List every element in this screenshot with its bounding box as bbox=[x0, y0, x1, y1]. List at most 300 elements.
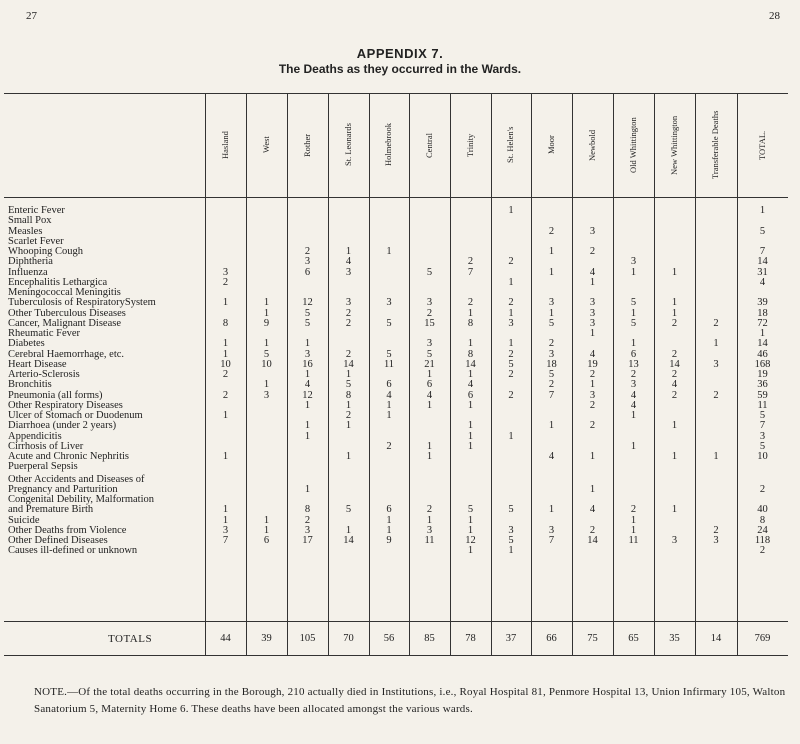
table-cell: 6 bbox=[467, 389, 474, 401]
table-cell: 1 bbox=[548, 420, 555, 432]
table-cell: 10 bbox=[261, 358, 272, 370]
table-cell: 2 bbox=[508, 348, 514, 360]
row-label: Arterio-Sclerosis bbox=[8, 369, 80, 380]
row-label: Cerebral Haemorrhage, etc. bbox=[8, 348, 125, 360]
table-cell: 5 bbox=[548, 369, 555, 380]
table-cell: 19 bbox=[757, 369, 768, 380]
table-cell: 1 bbox=[630, 266, 637, 278]
table-cell: 1 bbox=[671, 451, 678, 462]
column-rule bbox=[205, 93, 206, 655]
row-label: Bronchitis bbox=[8, 379, 52, 391]
total-cell: 78 bbox=[465, 633, 476, 644]
total-cell: 105 bbox=[299, 633, 316, 644]
table-cell: 1 bbox=[589, 483, 596, 495]
table-cell: 3 bbox=[304, 524, 311, 536]
column-header: Moor bbox=[545, 135, 556, 155]
table-cell: 4 bbox=[386, 389, 392, 401]
table-cell: 4 bbox=[304, 379, 311, 391]
table-cell: 2 bbox=[759, 483, 766, 495]
table-cell: 5 bbox=[508, 535, 514, 546]
table-cell: 1 bbox=[386, 514, 392, 526]
table-cell: 4 bbox=[671, 379, 678, 391]
table-cell: 5 bbox=[467, 504, 474, 516]
table-cell: 2 bbox=[671, 348, 678, 360]
deaths-by-ward-table bbox=[4, 93, 788, 678]
table-cell: 1 bbox=[426, 399, 433, 411]
table-cell: 1 bbox=[630, 524, 637, 536]
table-cell: 2 bbox=[426, 504, 433, 516]
table-cell: 2 bbox=[713, 524, 719, 536]
table-cell: 1 bbox=[671, 420, 678, 432]
table-cell: 14 bbox=[757, 256, 768, 268]
table-cell: 5 bbox=[345, 504, 352, 516]
table-cell: 1 bbox=[386, 246, 392, 257]
table-cell: 1 bbox=[467, 545, 474, 557]
row-label: Causes ill-defined or unknown bbox=[8, 545, 138, 557]
table-cell: 2 bbox=[304, 514, 311, 526]
total-cell: 65 bbox=[628, 633, 639, 644]
table-cell: 2 bbox=[671, 369, 678, 380]
table-cell: 1 bbox=[222, 338, 229, 350]
table-cell: 3 bbox=[345, 266, 352, 278]
table-cell: 3 bbox=[386, 297, 392, 309]
table-cell: 1 bbox=[386, 399, 392, 411]
table-cell: 3 bbox=[589, 307, 596, 319]
table-cell: 24 bbox=[757, 524, 768, 536]
table-cell: 5 bbox=[630, 297, 637, 309]
row-label: Pneumonia (all forms) bbox=[8, 389, 103, 401]
table-cell: 2 bbox=[548, 379, 555, 391]
table-cell: 1 bbox=[222, 410, 229, 421]
table-cell: 2 bbox=[589, 246, 596, 257]
column-rule bbox=[654, 93, 655, 655]
table-cell: 4 bbox=[589, 348, 596, 360]
column-rule bbox=[409, 93, 410, 655]
table-cell: 1 bbox=[548, 504, 555, 516]
total-cell: 66 bbox=[546, 633, 557, 644]
table-cell: 8 bbox=[467, 317, 474, 329]
total-cell: 75 bbox=[587, 633, 598, 644]
table-cell: 5 bbox=[345, 379, 352, 391]
row-label: Congenital Debility, Malformation bbox=[8, 494, 155, 505]
column-header: St. Helen's bbox=[505, 126, 515, 164]
table-cell: 14 bbox=[343, 358, 354, 370]
column-rule bbox=[246, 93, 247, 655]
table-cell: 3 bbox=[548, 348, 555, 360]
table-cell: 3 bbox=[304, 348, 311, 360]
table-cell: 1 bbox=[304, 369, 311, 380]
totals-top-rule bbox=[4, 621, 788, 622]
column-rule bbox=[695, 93, 696, 655]
table-cell: 1 bbox=[467, 524, 474, 536]
table-cell: 1 bbox=[467, 369, 474, 380]
table-cell: 7 bbox=[467, 266, 474, 278]
table-cell: 14 bbox=[757, 338, 768, 350]
table-cell: 21 bbox=[424, 358, 435, 370]
total-cell: 56 bbox=[383, 633, 395, 644]
table-cell: 11 bbox=[424, 535, 435, 546]
table-cell: 2 bbox=[548, 225, 555, 237]
table-cell: 1 bbox=[630, 514, 637, 526]
table-cell: 1 bbox=[508, 338, 514, 350]
table-cell: 5 bbox=[759, 410, 766, 421]
table-cell: 4 bbox=[630, 389, 637, 401]
table-cell: 3 bbox=[548, 524, 555, 536]
totals-bottom-rule bbox=[4, 655, 788, 656]
table-cell: 1 bbox=[304, 420, 311, 432]
column-header: Trinity bbox=[464, 133, 475, 157]
table-cell: 3 bbox=[589, 389, 596, 401]
table-cell: 2 bbox=[222, 369, 229, 380]
column-rule bbox=[287, 93, 288, 655]
table-cell: 6 bbox=[426, 379, 433, 391]
table-cell: 16 bbox=[302, 358, 313, 370]
row-label: Other Deaths from Violence bbox=[8, 524, 127, 536]
table-cell: 1 bbox=[548, 307, 555, 319]
table-cell: 15 bbox=[424, 317, 435, 329]
row-label: Cirrhosis of Liver bbox=[8, 440, 84, 452]
table-cell: 3 bbox=[345, 297, 352, 309]
row-label: Influenza bbox=[8, 266, 48, 278]
table-cell: 1 bbox=[345, 420, 352, 432]
table-cell: 3 bbox=[426, 338, 433, 350]
table-cell: 1 bbox=[263, 297, 270, 309]
column-header: Central bbox=[423, 132, 434, 158]
column-header: Transferable Deaths bbox=[710, 110, 720, 180]
appendix-title: APPENDIX 7. bbox=[356, 46, 444, 61]
table-cell: 1 bbox=[630, 307, 637, 319]
table-cell: 1 bbox=[222, 451, 229, 462]
table-cell: 2 bbox=[589, 420, 596, 432]
table-cell: 6 bbox=[386, 504, 392, 516]
row-label: Whooping Cough bbox=[8, 246, 83, 257]
table-cell: 1 bbox=[467, 307, 474, 319]
table-cell: 7 bbox=[548, 535, 555, 546]
table-cell: 3 bbox=[589, 225, 596, 237]
table-cell: 4 bbox=[345, 256, 352, 268]
row-label: Acute and Chronic Nephritis bbox=[8, 451, 130, 462]
column-header: Old Whittington bbox=[627, 117, 638, 173]
table-cell: 2 bbox=[304, 246, 311, 257]
table-cell: 3 bbox=[671, 535, 678, 546]
row-label: Puerperal Sepsis bbox=[8, 461, 78, 473]
table-cell: 2 bbox=[671, 317, 678, 329]
table-cell: 36 bbox=[757, 379, 768, 391]
table-cell: 3 bbox=[548, 297, 555, 309]
table-cell: 2 bbox=[386, 440, 392, 452]
table-cell: 4 bbox=[589, 504, 596, 516]
table-cell: 4 bbox=[426, 389, 433, 401]
table-cell: 12 bbox=[465, 535, 476, 546]
page-number-right: 28 bbox=[769, 10, 780, 22]
table-cell: 2 bbox=[589, 399, 596, 411]
table-cell: 1 bbox=[426, 514, 433, 526]
appendix-subtitle: The Deaths as they occurred in the Wards. bbox=[278, 62, 522, 76]
table-cell: 2 bbox=[713, 389, 719, 401]
row-label: Other Accidents and Diseases of bbox=[8, 473, 145, 485]
table-cell: 5 bbox=[426, 348, 433, 360]
table-cell: 18 bbox=[757, 307, 768, 319]
row-label: Tuberculosis of RespiratorySystem bbox=[8, 297, 156, 309]
total-cell: 39 bbox=[261, 633, 272, 644]
table-cell: 5 bbox=[630, 317, 637, 329]
table-cell: 1 bbox=[548, 246, 555, 257]
table-cell: 1 bbox=[630, 410, 637, 421]
table-cell: 19 bbox=[587, 358, 598, 370]
table-cell: 1 bbox=[467, 338, 474, 350]
table-cell: 8 bbox=[304, 504, 311, 516]
column-rule bbox=[737, 93, 738, 655]
table-cell: 7 bbox=[548, 389, 555, 401]
table-cell: 2 bbox=[426, 307, 433, 319]
table-cell: 3 bbox=[589, 297, 596, 309]
table-cell: 72 bbox=[757, 317, 768, 329]
table-cell: 1 bbox=[508, 276, 514, 288]
table-cell: 3 bbox=[630, 256, 637, 268]
table-cell: 8 bbox=[222, 317, 229, 329]
row-label: Appendicitis bbox=[8, 430, 62, 442]
table-cell: 1 bbox=[263, 338, 270, 350]
table-cell: 3 bbox=[304, 256, 311, 268]
table-cell: 2 bbox=[630, 504, 637, 516]
row-label: Diabetes bbox=[8, 338, 45, 350]
total-cell: 85 bbox=[424, 633, 435, 644]
table-cell: 1 bbox=[589, 276, 596, 288]
table-cell: 3 bbox=[589, 317, 596, 329]
table-cell: 2 bbox=[630, 369, 637, 380]
table-cell: 5 bbox=[508, 358, 514, 370]
table-cell: 59 bbox=[757, 389, 768, 401]
table-cell: 1 bbox=[713, 451, 719, 462]
table-top-rule bbox=[4, 93, 788, 94]
column-header: New Whittington bbox=[668, 115, 679, 175]
table-cell: 1 bbox=[222, 504, 229, 516]
table-cell: 7 bbox=[222, 535, 229, 546]
table-cell: 1 bbox=[304, 399, 311, 411]
table-cell: 1 bbox=[671, 504, 678, 516]
table-cell: 1 bbox=[548, 266, 555, 278]
table-cell: 5 bbox=[263, 348, 270, 360]
table-cell: 6 bbox=[630, 348, 637, 360]
row-label: Small Pox bbox=[8, 215, 52, 227]
table-cell: 168 bbox=[754, 358, 771, 370]
table-cell: 1 bbox=[589, 328, 596, 339]
table-cell: 5 bbox=[759, 225, 766, 237]
totals-label: TOTALS bbox=[108, 633, 153, 645]
column-rule bbox=[613, 93, 614, 655]
table-cell: 4 bbox=[589, 266, 596, 278]
table-cell: 1 bbox=[426, 369, 433, 380]
table-cell: 3 bbox=[508, 317, 514, 329]
total-cell: 35 bbox=[669, 633, 680, 644]
table-cell: 1 bbox=[759, 205, 766, 216]
table-cell: 31 bbox=[757, 266, 768, 278]
table-cell: 1 bbox=[386, 410, 392, 421]
table-cell: 1 bbox=[263, 524, 270, 536]
table-cell: 3 bbox=[713, 358, 719, 370]
table-cell: 5 bbox=[426, 266, 433, 278]
total-cell: 44 bbox=[220, 633, 231, 644]
footnote: NOTE.—Of the total deaths occurring in the Borough, 210 actually died in Institutions, i.e., Royal Hospital 81, Penmore Hospital 13, Union Infirmary 105, Walton Sanatorium 5, Maternity Home 6. These deaths have been allocated amongst the various wards. bbox=[34, 686, 786, 715]
table-cell: 3 bbox=[263, 389, 270, 401]
table-cell: 1 bbox=[345, 369, 352, 380]
total-cell: 14 bbox=[710, 633, 722, 644]
table-cell: 4 bbox=[548, 451, 555, 462]
table-cell: 3 bbox=[759, 430, 766, 442]
table-cell: 1 bbox=[671, 297, 678, 309]
table-cell: 5 bbox=[386, 317, 392, 329]
table-cell: 3 bbox=[426, 297, 433, 309]
table-cell: 3 bbox=[508, 524, 514, 536]
table-cell: 2 bbox=[759, 545, 766, 557]
table-cell: 4 bbox=[630, 399, 637, 411]
column-header: Hasland bbox=[219, 131, 230, 159]
table-cell: 2 bbox=[508, 369, 514, 380]
table-cell: 2 bbox=[345, 317, 352, 329]
row-label: Meningococcal Meningitis bbox=[8, 287, 121, 298]
table-cell: 5 bbox=[548, 317, 555, 329]
table-cell: 1 bbox=[345, 399, 352, 411]
table-cell: 2 bbox=[548, 338, 555, 350]
table-cell: 2 bbox=[467, 256, 474, 268]
row-label: Cancer, Malignant Disease bbox=[8, 317, 121, 329]
table-cell: 14 bbox=[343, 535, 354, 546]
table-cell: 1 bbox=[589, 379, 596, 391]
table-cell: 46 bbox=[757, 348, 768, 360]
table-cell: 12 bbox=[302, 389, 313, 401]
table-cell: 5 bbox=[759, 440, 766, 452]
table-cell: 1 bbox=[713, 338, 719, 350]
table-cell: 1 bbox=[508, 430, 514, 442]
table-cell: 5 bbox=[304, 317, 311, 329]
table-cell: 11 bbox=[383, 358, 395, 370]
total-cell: 769 bbox=[754, 633, 771, 644]
table-cell: 1 bbox=[467, 420, 474, 432]
table-cell: 1 bbox=[630, 440, 637, 452]
table-cell: 1 bbox=[222, 514, 229, 526]
row-label: Heart Disease bbox=[8, 358, 67, 370]
table-cell: 3 bbox=[630, 379, 637, 391]
table-cell: 7 bbox=[759, 246, 766, 257]
total-cell: 70 bbox=[343, 633, 354, 644]
table-cell: 18 bbox=[546, 358, 557, 370]
table-cell: 2 bbox=[222, 389, 229, 401]
table-cell: 1 bbox=[304, 430, 311, 442]
table-cell: 1 bbox=[508, 205, 514, 216]
table-cell: 1 bbox=[508, 307, 514, 319]
table-cell: 8 bbox=[345, 389, 352, 401]
table-cell: 14 bbox=[465, 358, 476, 370]
table-cell: 5 bbox=[508, 504, 514, 516]
column-rule bbox=[450, 93, 451, 655]
table-cell: 4 bbox=[467, 379, 474, 391]
table-cell: 11 bbox=[628, 535, 639, 546]
row-label: Pregnancy and Parturition bbox=[8, 483, 118, 495]
row-label: Encephalitis Lethargica bbox=[8, 276, 108, 288]
header-bottom-rule bbox=[4, 197, 788, 198]
table-cell: 8 bbox=[467, 348, 474, 360]
table-cell: 1 bbox=[304, 338, 311, 350]
total-cell: 37 bbox=[505, 633, 517, 644]
table-cell: 3 bbox=[222, 524, 229, 536]
page-number-left: 27 bbox=[26, 10, 37, 22]
table-cell: 2 bbox=[345, 348, 352, 360]
table-cell: 39 bbox=[757, 297, 768, 309]
table-cell: 5 bbox=[304, 307, 311, 319]
table-cell: 2 bbox=[671, 389, 678, 401]
table-cell: 10 bbox=[757, 451, 768, 462]
column-header: TOTAL. bbox=[756, 130, 767, 160]
column-rule bbox=[531, 93, 532, 655]
row-label: Ulcer of Stomach or Duodenum bbox=[8, 410, 143, 421]
column-rule bbox=[369, 93, 370, 655]
table-cell: 6 bbox=[304, 266, 311, 278]
table-cell: 14 bbox=[587, 535, 598, 546]
table-cell: 1 bbox=[222, 348, 229, 360]
table-cell: 1 bbox=[426, 451, 433, 462]
table-cell: 10 bbox=[220, 358, 231, 370]
column-header: West bbox=[260, 136, 271, 154]
table-cell: 40 bbox=[757, 504, 768, 516]
table-cell: 9 bbox=[263, 317, 270, 329]
row-label: Other Respiratory Diseases bbox=[8, 399, 123, 411]
row-label: Other Tuberculous Diseases bbox=[8, 307, 126, 319]
table-cell: 6 bbox=[386, 379, 392, 391]
table-cell: 1 bbox=[589, 451, 596, 462]
table-cell: 1 bbox=[630, 338, 637, 350]
column-header: Rother bbox=[301, 133, 312, 157]
table-cell: 2 bbox=[589, 369, 596, 380]
row-label: Measles bbox=[8, 225, 43, 237]
table-cell: 1 bbox=[467, 399, 474, 411]
table-cell: 7 bbox=[759, 420, 766, 432]
table-cell: 2 bbox=[713, 317, 719, 329]
table-cell: 6 bbox=[263, 535, 270, 546]
table-cell: 1 bbox=[467, 430, 474, 442]
table-cell: 2 bbox=[508, 297, 514, 309]
table-cell: 1 bbox=[386, 524, 392, 536]
table-cell: 11 bbox=[757, 399, 768, 411]
table-cell: 2 bbox=[508, 256, 514, 268]
column-header: St. Leonards bbox=[342, 123, 353, 167]
table-cell: 8 bbox=[759, 514, 766, 526]
table-cell: 3 bbox=[222, 266, 229, 278]
table-cell: 1 bbox=[263, 514, 270, 526]
table-cell: 1 bbox=[671, 307, 678, 319]
column-rule bbox=[328, 93, 329, 655]
table-cell: 1 bbox=[426, 440, 433, 452]
table-cell: 5 bbox=[386, 348, 392, 360]
table-cell: 2 bbox=[589, 524, 596, 536]
row-label: Diarrhoea (under 2 years) bbox=[8, 420, 117, 432]
column-header: Newbold bbox=[586, 129, 597, 161]
table-cell: 1 bbox=[467, 440, 474, 452]
table-cell: 4 bbox=[759, 276, 766, 288]
table-cell: 1 bbox=[345, 246, 352, 257]
table-cell: 2 bbox=[508, 389, 514, 401]
row-label: Rheumatic Fever bbox=[8, 328, 81, 339]
column-rule bbox=[491, 93, 492, 655]
table-cell: 1 bbox=[304, 483, 311, 495]
row-label: and Premature Birth bbox=[8, 504, 94, 516]
table-cell: 1 bbox=[222, 297, 229, 309]
table-cell: 3 bbox=[426, 524, 433, 536]
table-cell: 118 bbox=[754, 535, 771, 546]
row-label: Scarlet Fever bbox=[8, 235, 64, 247]
table-cell: 3 bbox=[713, 535, 719, 546]
table-cell: 1 bbox=[345, 451, 352, 462]
table-cell: 12 bbox=[302, 297, 313, 309]
